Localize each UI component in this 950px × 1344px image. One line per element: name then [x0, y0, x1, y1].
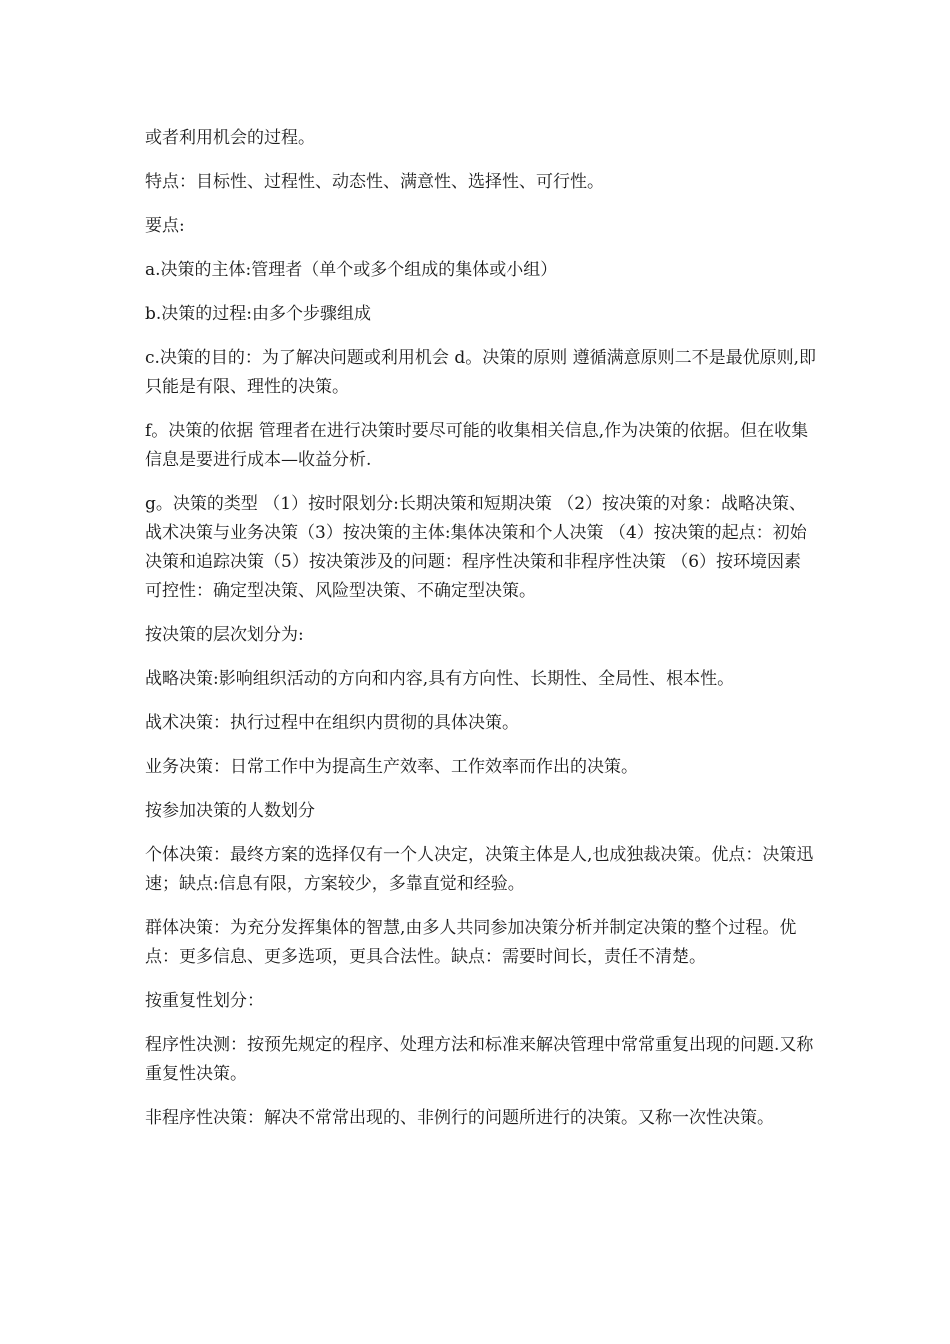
paragraph-operational-decision: 业务决策：日常工作中为提高生产效率、工作效率而作出的决策。	[145, 757, 638, 777]
paragraph-point-f: f。决策的依据 管理者在进行决策时要尽可能的收集相关信息,作为决策的依据。但在收集信息是要进行成本—收益分析.	[145, 421, 809, 470]
paragraph-by-participants-heading: 按参加决策的人数划分	[145, 801, 315, 821]
document-body	[145, 124, 817, 1148]
paragraph-strategic-decision: 战略决策:影响组织活动的方向和内容,具有方向性、长期性、全局性、根本性。	[145, 669, 735, 689]
paragraph-nonprogrammed-decision: 非程序性决策：解决不常常出现的、非例行的问题所进行的决策。又称一次性决策。	[145, 1108, 774, 1128]
paragraph-point-c-d: c.决策的目的：为了解决问题或利用机会 d。决策的原则 遵循满意原则二不是最优原则,即只能是有限、理性的决策。	[145, 348, 817, 397]
paragraph-intro-tail: 或者利用机会的过程。	[145, 128, 315, 148]
paragraph-key-points-heading: 要点:	[145, 216, 185, 236]
paragraph-point-g: g。决策的类型 （1）按时限划分:长期决策和短期决策 （2）按决策的对象：战略决策、战术决策与业务决策（3）按决策的主体:集体决策和个人决策 （4）按决策的起点：初始决策和追踪决策（5）按决策涉及的问题：程序性决策和非程序性决策 （6）按环境因素可控性：确定型决策、风险型决策、不确定型决策。	[145, 494, 807, 601]
paragraph-individual-decision: 个体决策：最终方案的选择仅有一个人决定，决策主体是人,也成独裁决策。优点：决策迅速；缺点:信息有限，方案较少，多靠直觉和经验。	[145, 845, 814, 894]
paragraph-by-level-heading: 按决策的层次划分为:	[145, 625, 304, 645]
paragraph-characteristics: 特点：目标性、过程性、动态性、满意性、选择性、可行性。	[145, 172, 604, 192]
paragraph-point-b: b.决策的过程:由多个步骤组成	[145, 304, 372, 324]
paragraph-programmed-decision: 程序性决测：按预先规定的程序、处理方法和标准来解决管理中常常重复出现的问题.又称重复性决策。	[145, 1035, 814, 1084]
paragraph-by-repetition-heading: 按重复性划分：	[145, 991, 264, 1011]
paragraph-point-a: a.决策的主体:管理者（单个或多个组成的集体或小组）	[145, 260, 558, 280]
paragraph-tactical-decision: 战术决策：执行过程中在组织内贯彻的具体决策。	[145, 713, 519, 733]
paragraph-group-decision: 群体决策：为充分发挥集体的智慧,由多人共同参加决策分析并制定决策的整个过程。优点：更多信息、更多选项，更具合法性。缺点：需要时间长，责任不清楚。	[145, 918, 797, 967]
